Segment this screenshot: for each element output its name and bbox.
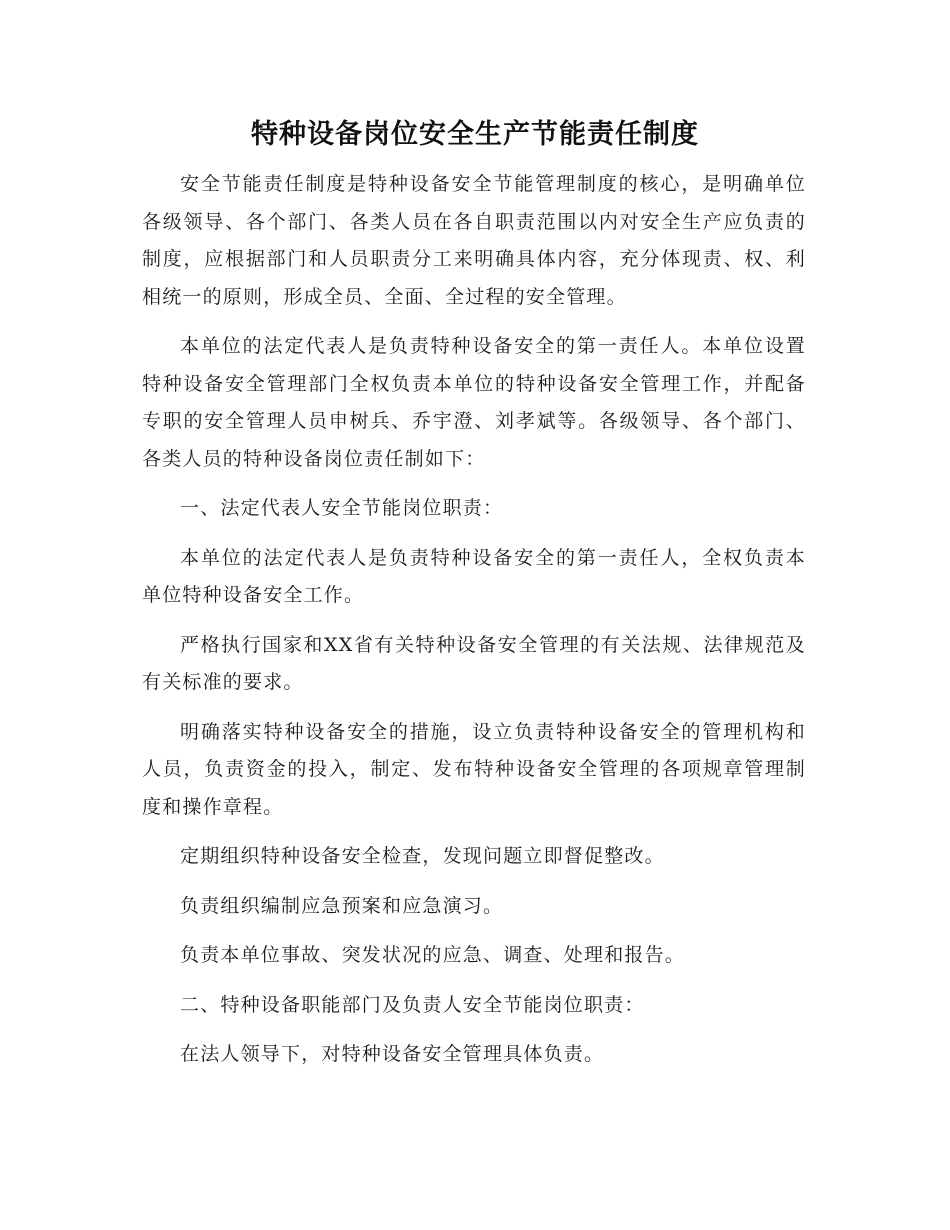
paragraph: 在法人领导下，对特种设备安全管理具体负责。 — [180, 1043, 605, 1065]
paragraph: 安全节能责任制度是特种设备安全节能管理制度的核心，是明确单位各级领导、各个部门、各类人员在各自职责范围以内对安全生产应负责的制度，应根据部门和人员职责分工来明确具体内容，充分体现责、权、利相统一的原则，形成全员、全面、全过程的安全管理。 — [142, 173, 806, 308]
paragraph: 本单位的法定代表人是负责特种设备安全的第一责任人，全权负责本单位特种设备安全工作。 — [142, 546, 806, 606]
paragraph: 严格执行国家和XX省有关特种设备安全管理的有关法规、法律规范及有关标准的要求。 — [142, 633, 806, 693]
document-body — [142, 166, 806, 1086]
paragraph: 本单位的法定代表人是负责特种设备安全的第一责任人。本单位设置特种设备安全管理部门全权负责本单位的特种设备安全管理工作，并配备专职的安全管理人员申树兵、乔宇澄、刘孝斌等。各级领导、各个部门、各类人员的特种设备岗位责任制如下： — [142, 335, 806, 470]
paragraph: 明确落实特种设备安全的措施，设立负责特种设备安全的管理机构和人员，负责资金的投入，制定、发布特种设备安全管理的各项规章管理制度和操作章程。 — [142, 720, 806, 818]
section-heading: 一、法定代表人安全节能岗位职责： — [180, 497, 504, 519]
paragraph: 负责本单位事故、突发状况的应急、调查、处理和报告。 — [180, 944, 686, 966]
section-heading: 二、特种设备职能部门及负责人安全节能岗位职责： — [180, 993, 645, 1016]
paragraph: 定期组织特种设备安全检查，发现问题立即督促整改。 — [180, 845, 665, 867]
paragraph: 负责组织编制应急预案和应急演习。 — [180, 894, 504, 917]
document-title: 特种设备岗位安全生产节能责任制度 — [251, 119, 699, 150]
